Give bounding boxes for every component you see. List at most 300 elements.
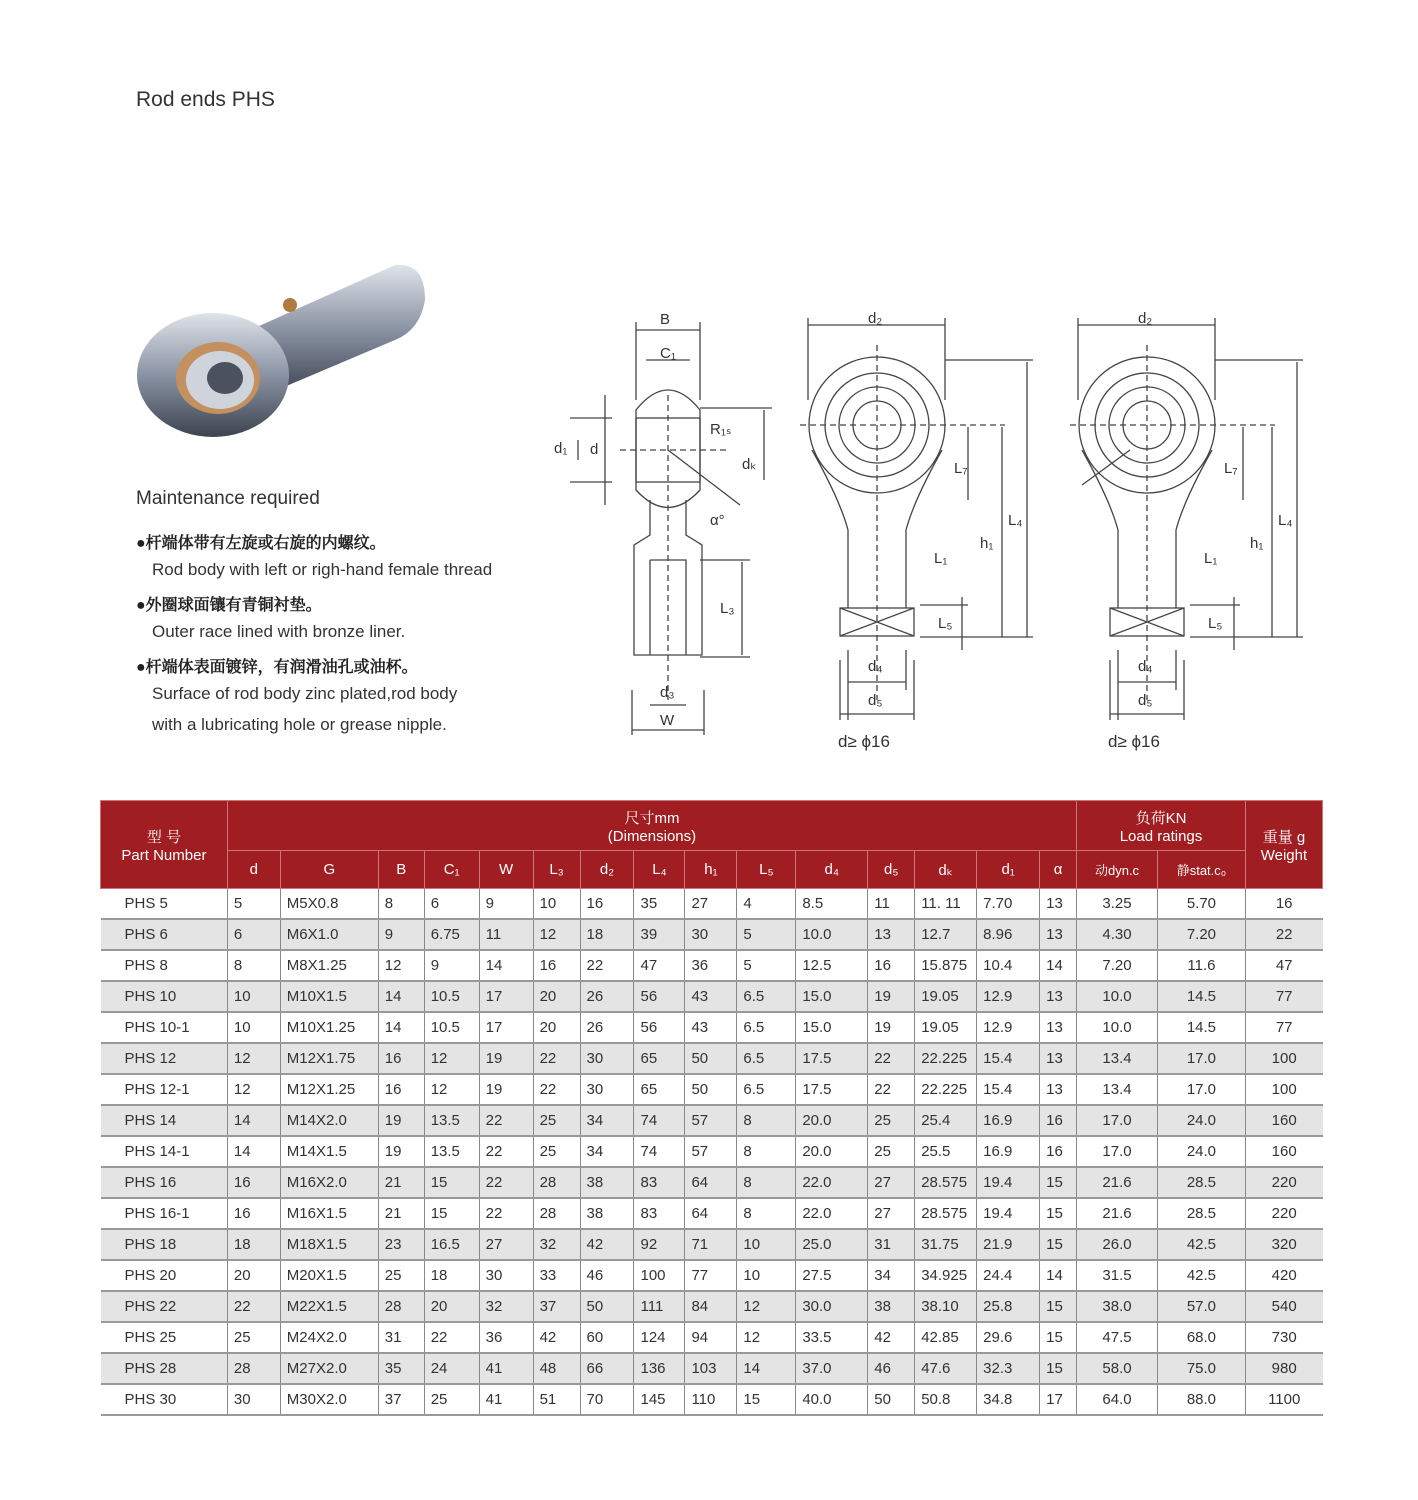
table-cell: 22 xyxy=(1245,919,1322,950)
feature-cn: ●外圈球面镶有青铜衬垫。 xyxy=(136,597,322,614)
table-cell: 10.4 xyxy=(977,950,1040,981)
table-cell: 160 xyxy=(1245,1105,1322,1136)
table-cell: 8.5 xyxy=(796,889,868,920)
table-cell: 42 xyxy=(868,1322,915,1353)
table-cell: 83 xyxy=(634,1167,685,1198)
table-cell: 15 xyxy=(1040,1322,1077,1353)
table-cell: 83 xyxy=(634,1198,685,1229)
table-row xyxy=(101,919,1323,950)
table-cell: 75.0 xyxy=(1157,1353,1245,1384)
table-cell: 136 xyxy=(634,1353,685,1384)
part-number-header: 型 号 Part Number xyxy=(101,801,228,889)
table-cell: 16 xyxy=(1040,1105,1077,1136)
table-cell: 32 xyxy=(533,1229,580,1260)
table-cell: 12.5 xyxy=(796,950,868,981)
table-cell: 11.6 xyxy=(1157,950,1245,981)
table-cell: 14 xyxy=(1040,950,1077,981)
part-number-cell: PHS 14 xyxy=(101,1105,228,1136)
table-cell: 23 xyxy=(378,1229,424,1260)
table-cell: 15 xyxy=(737,1384,796,1415)
table-cell: 13.4 xyxy=(1077,1074,1158,1105)
table-cell: 84 xyxy=(685,1291,737,1322)
table-cell: 51 xyxy=(533,1384,580,1415)
table-cell: M14X1.5 xyxy=(280,1136,378,1167)
dim-label: d₃ xyxy=(660,684,675,701)
part-number-cell: PHS 22 xyxy=(101,1291,228,1322)
table-cell: 43 xyxy=(685,981,737,1012)
table-cell: 60 xyxy=(580,1322,634,1353)
dim-label: L₄ xyxy=(1008,512,1023,529)
table-cell: 980 xyxy=(1245,1353,1322,1384)
table-cell: 124 xyxy=(634,1322,685,1353)
table-row xyxy=(101,1260,1323,1291)
column-header: d₂ xyxy=(580,851,634,889)
table-row xyxy=(101,889,1323,920)
table-cell: 38.10 xyxy=(915,1291,977,1322)
column-header: C₁ xyxy=(424,851,479,889)
table-cell: 25 xyxy=(868,1136,915,1167)
table-cell: 21 xyxy=(378,1167,424,1198)
column-header: L₃ xyxy=(533,851,580,889)
column-header: W xyxy=(479,851,533,889)
part-number-cell: PHS 14-1 xyxy=(101,1136,228,1167)
dim-label: W xyxy=(660,712,675,729)
table-cell: 6 xyxy=(424,889,479,920)
table-cell: 1100 xyxy=(1245,1384,1322,1415)
dim-label: L₇ xyxy=(1224,460,1238,477)
dim-label: B xyxy=(660,311,671,328)
table-cell: 24.0 xyxy=(1157,1136,1245,1167)
table-cell: 19 xyxy=(868,1012,915,1043)
table-cell: 40.0 xyxy=(796,1384,868,1415)
dim-label: L₅ xyxy=(1208,615,1223,632)
table-cell: 21 xyxy=(378,1198,424,1229)
table-cell: 25.5 xyxy=(915,1136,977,1167)
table-cell: 12.9 xyxy=(977,1012,1040,1043)
table-cell: 50.8 xyxy=(915,1384,977,1415)
table-cell: 37 xyxy=(533,1291,580,1322)
table-cell: 27 xyxy=(868,1167,915,1198)
table-cell: 730 xyxy=(1245,1322,1322,1353)
table-cell: M5X0.8 xyxy=(280,889,378,920)
table-cell: 16 xyxy=(533,950,580,981)
dim-label: R₁ₛ xyxy=(710,421,732,438)
column-header: α xyxy=(1040,851,1077,889)
table-cell: 16 xyxy=(1245,889,1322,920)
table-cell: 14 xyxy=(479,950,533,981)
table-cell: 29.6 xyxy=(977,1322,1040,1353)
part-number-cell: PHS 20 xyxy=(101,1260,228,1291)
table-cell: 110 xyxy=(685,1384,737,1415)
table-cell: 22 xyxy=(533,1074,580,1105)
table-cell: 8 xyxy=(737,1198,796,1229)
table-cell: 8 xyxy=(737,1136,796,1167)
feature-cn: ●杆端体表面镀锌，有润滑油孔或油杯。 xyxy=(136,659,418,676)
dim-label: d₁ xyxy=(554,440,568,457)
table-cell: 46 xyxy=(580,1260,634,1291)
table-cell: 19.4 xyxy=(977,1198,1040,1229)
table-row xyxy=(101,1198,1323,1229)
table-cell: 46 xyxy=(868,1353,915,1384)
table-cell: 10 xyxy=(737,1260,796,1291)
table-cell: 65 xyxy=(634,1043,685,1074)
table-cell: M27X2.0 xyxy=(280,1353,378,1384)
table-cell: 71 xyxy=(685,1229,737,1260)
table-cell: 28 xyxy=(533,1198,580,1229)
table-cell: 28.575 xyxy=(915,1167,977,1198)
table-cell: 33.5 xyxy=(796,1322,868,1353)
dim-label: dₖ xyxy=(742,456,757,473)
table-cell: 26 xyxy=(580,981,634,1012)
column-header: 静stat.c₀ xyxy=(1157,851,1245,889)
table-cell: 58.0 xyxy=(1077,1353,1158,1384)
diameter-note: d≥ ϕ16 xyxy=(1108,732,1160,751)
dim-label: C₁ xyxy=(660,345,676,362)
dim-label: h₁ xyxy=(1250,535,1264,552)
table-cell: 47.5 xyxy=(1077,1322,1158,1353)
table-cell: 14 xyxy=(227,1136,280,1167)
table-row xyxy=(101,1229,1323,1260)
table-cell: 18 xyxy=(580,919,634,950)
table-cell: 12 xyxy=(227,1043,280,1074)
table-cell: 10.0 xyxy=(1077,981,1158,1012)
feature-en: Rod body with left or righ-hand female thread xyxy=(152,560,493,579)
table-cell: 160 xyxy=(1245,1136,1322,1167)
table-cell: M20X1.5 xyxy=(280,1260,378,1291)
part-number-cell: PHS 25 xyxy=(101,1322,228,1353)
table-cell: 220 xyxy=(1245,1198,1322,1229)
table-cell: M18X1.5 xyxy=(280,1229,378,1260)
table-cell: M16X1.5 xyxy=(280,1198,378,1229)
table-cell: 22.0 xyxy=(796,1167,868,1198)
part-number-cell: PHS 6 xyxy=(101,919,228,950)
table-cell: 14 xyxy=(378,981,424,1012)
table-cell: M30X2.0 xyxy=(280,1384,378,1415)
table-cell: 22 xyxy=(479,1198,533,1229)
column-header: d₅ xyxy=(868,851,915,889)
table-cell: 35 xyxy=(634,889,685,920)
table-cell: 41 xyxy=(479,1353,533,1384)
table-cell: 47 xyxy=(634,950,685,981)
table-cell: 22 xyxy=(533,1043,580,1074)
table-cell: 3.25 xyxy=(1077,889,1158,920)
table-cell: 14.5 xyxy=(1157,981,1245,1012)
table-cell: 19 xyxy=(479,1043,533,1074)
table-cell: 13 xyxy=(1040,981,1077,1012)
table-cell: 8 xyxy=(737,1167,796,1198)
table-row xyxy=(101,1384,1323,1415)
table-cell: 16 xyxy=(868,950,915,981)
table-cell: 12 xyxy=(737,1322,796,1353)
table-cell: 42.85 xyxy=(915,1322,977,1353)
front-view-drawing-nipple xyxy=(1070,318,1303,720)
table-cell: 17.5 xyxy=(796,1043,868,1074)
table-cell: M22X1.5 xyxy=(280,1291,378,1322)
table-cell: 8.96 xyxy=(977,919,1040,950)
diameter-note: d≥ ϕ16 xyxy=(838,732,890,751)
table-cell: 13 xyxy=(1040,1043,1077,1074)
part-number-cell: PHS 16 xyxy=(101,1167,228,1198)
table-cell: 15 xyxy=(424,1167,479,1198)
table-cell: 38 xyxy=(868,1291,915,1322)
part-number-cell: PHS 28 xyxy=(101,1353,228,1384)
table-cell: 5 xyxy=(227,889,280,920)
table-row xyxy=(101,950,1323,981)
table-cell: 42 xyxy=(580,1229,634,1260)
table-cell: 70 xyxy=(580,1384,634,1415)
table-cell: 420 xyxy=(1245,1260,1322,1291)
table-cell: 14.5 xyxy=(1157,1012,1245,1043)
table-cell: M10X1.5 xyxy=(280,981,378,1012)
table-cell: 16.5 xyxy=(424,1229,479,1260)
table-cell: 12.9 xyxy=(977,981,1040,1012)
table-cell: 100 xyxy=(1245,1074,1322,1105)
front-view-drawing xyxy=(800,318,1033,720)
table-cell: 22 xyxy=(868,1074,915,1105)
table-cell: 27 xyxy=(479,1229,533,1260)
feature-en: Surface of rod body zinc plated,rod body xyxy=(152,684,458,703)
dim-label: L₃ xyxy=(720,600,735,617)
table-cell: 31.75 xyxy=(915,1229,977,1260)
table-cell: 32.3 xyxy=(977,1353,1040,1384)
table-cell: 27 xyxy=(868,1198,915,1229)
column-header: 动dyn.c xyxy=(1077,851,1158,889)
table-cell: 14 xyxy=(227,1105,280,1136)
table-cell: 6.75 xyxy=(424,919,479,950)
table-cell: 13.5 xyxy=(424,1105,479,1136)
table-cell: 17.0 xyxy=(1077,1105,1158,1136)
table-row xyxy=(101,1291,1323,1322)
table-cell: 36 xyxy=(479,1322,533,1353)
table-cell: 19 xyxy=(378,1136,424,1167)
page-title: Rod ends PHS xyxy=(136,88,275,111)
table-cell: 37 xyxy=(378,1384,424,1415)
table-cell: 22 xyxy=(227,1291,280,1322)
table-cell: 15.0 xyxy=(796,1012,868,1043)
table-cell: 33 xyxy=(533,1260,580,1291)
table-cell: 6.5 xyxy=(737,1043,796,1074)
table-cell: 11. 11 xyxy=(915,889,977,920)
table-cell: 28.575 xyxy=(915,1198,977,1229)
table-cell: 6.5 xyxy=(737,1012,796,1043)
table-cell: 26.0 xyxy=(1077,1229,1158,1260)
table-cell: 14 xyxy=(737,1353,796,1384)
table-cell: 15 xyxy=(424,1198,479,1229)
part-number-cell: PHS 18 xyxy=(101,1229,228,1260)
table-cell: 21.9 xyxy=(977,1229,1040,1260)
table-cell: 64.0 xyxy=(1077,1384,1158,1415)
table-row xyxy=(101,1353,1323,1384)
part-number-cell: PHS 10-1 xyxy=(101,1012,228,1043)
table-cell: 17.0 xyxy=(1077,1136,1158,1167)
table-cell: 8 xyxy=(737,1105,796,1136)
table-cell: 13.4 xyxy=(1077,1043,1158,1074)
table-cell: 92 xyxy=(634,1229,685,1260)
table-cell: 13 xyxy=(1040,1012,1077,1043)
table-cell: 57 xyxy=(685,1136,737,1167)
table-cell: 15 xyxy=(1040,1291,1077,1322)
column-header: L₄ xyxy=(634,851,685,889)
table-cell: 56 xyxy=(634,981,685,1012)
table-cell: 16 xyxy=(580,889,634,920)
maintenance-heading: Maintenance required xyxy=(136,488,320,509)
table-cell: 19.05 xyxy=(915,981,977,1012)
table-cell: 34 xyxy=(868,1260,915,1291)
table-cell: 10.0 xyxy=(796,919,868,950)
part-number-cell: PHS 8 xyxy=(101,950,228,981)
table-cell: 12 xyxy=(737,1291,796,1322)
table-cell: 15.0 xyxy=(796,981,868,1012)
table-cell: 30 xyxy=(685,919,737,950)
table-cell: 7.20 xyxy=(1077,950,1158,981)
table-cell: 37.0 xyxy=(796,1353,868,1384)
table-cell: 30 xyxy=(580,1043,634,1074)
dim-label: h₁ xyxy=(980,535,994,552)
table-cell: M14X2.0 xyxy=(280,1105,378,1136)
table-cell: 31 xyxy=(868,1229,915,1260)
part-number-cell: PHS 5 xyxy=(101,889,228,920)
table-cell: 25 xyxy=(868,1105,915,1136)
table-cell: 16.9 xyxy=(977,1136,1040,1167)
table-cell: 100 xyxy=(1245,1043,1322,1074)
table-cell: 30 xyxy=(479,1260,533,1291)
table-cell: 11 xyxy=(868,889,915,920)
table-cell: 20 xyxy=(533,981,580,1012)
table-cell: 74 xyxy=(634,1136,685,1167)
table-row xyxy=(101,1043,1323,1074)
table-cell: 16 xyxy=(378,1074,424,1105)
table-row xyxy=(101,1074,1323,1105)
table-cell: M12X1.75 xyxy=(280,1043,378,1074)
table-cell: 10 xyxy=(533,889,580,920)
table-cell: M10X1.25 xyxy=(280,1012,378,1043)
table-cell: 10 xyxy=(227,981,280,1012)
table-cell: 34 xyxy=(580,1105,634,1136)
table-cell: 13 xyxy=(1040,919,1077,950)
table-cell: 65 xyxy=(634,1074,685,1105)
table-cell: 25.0 xyxy=(796,1229,868,1260)
table-cell: 25 xyxy=(227,1322,280,1353)
table-cell: 22.0 xyxy=(796,1198,868,1229)
table-cell: 77 xyxy=(685,1260,737,1291)
table-cell: 15.4 xyxy=(977,1043,1040,1074)
table-cell: 16 xyxy=(227,1198,280,1229)
table-cell: 6.5 xyxy=(737,1074,796,1105)
table-cell: 17.0 xyxy=(1157,1074,1245,1105)
table-cell: 17.5 xyxy=(796,1074,868,1105)
table-cell: 30.0 xyxy=(796,1291,868,1322)
part-number-cell: PHS 12-1 xyxy=(101,1074,228,1105)
table-cell: 14 xyxy=(378,1012,424,1043)
table-cell: 94 xyxy=(685,1322,737,1353)
table-cell: 32 xyxy=(479,1291,533,1322)
table-cell: 25 xyxy=(533,1136,580,1167)
table-cell: 20 xyxy=(227,1260,280,1291)
table-cell: 31.5 xyxy=(1077,1260,1158,1291)
load-ratings-header: 负荷KN Load ratings xyxy=(1077,801,1246,851)
table-cell: 22 xyxy=(424,1322,479,1353)
table-cell: 15.4 xyxy=(977,1074,1040,1105)
table-cell: 25.4 xyxy=(915,1105,977,1136)
table-cell: 64 xyxy=(685,1198,737,1229)
table-cell: 111 xyxy=(634,1291,685,1322)
table-row xyxy=(101,1105,1323,1136)
table-cell: 320 xyxy=(1245,1229,1322,1260)
column-header: h₁ xyxy=(685,851,737,889)
table-cell: 540 xyxy=(1245,1291,1322,1322)
part-number-cell: PHS 10 xyxy=(101,981,228,1012)
table-cell: 10 xyxy=(737,1229,796,1260)
dim-label: L₁ xyxy=(1204,550,1218,567)
table-cell: 19.4 xyxy=(977,1167,1040,1198)
feature-en: Outer race lined with bronze liner. xyxy=(152,622,406,641)
table-cell: 12 xyxy=(378,950,424,981)
table-cell: 13 xyxy=(1040,889,1077,920)
table-cell: M12X1.25 xyxy=(280,1074,378,1105)
table-cell: 30 xyxy=(227,1384,280,1415)
table-cell: 28 xyxy=(227,1353,280,1384)
weight-header: 重量 g Weight xyxy=(1245,801,1322,889)
table-cell: 25 xyxy=(424,1384,479,1415)
table-cell: 34.925 xyxy=(915,1260,977,1291)
table-cell: 38 xyxy=(580,1198,634,1229)
table-cell: 22 xyxy=(868,1043,915,1074)
table-cell: 68.0 xyxy=(1157,1322,1245,1353)
table-cell: 10.5 xyxy=(424,1012,479,1043)
table-cell: 42.5 xyxy=(1157,1229,1245,1260)
table-cell: 13 xyxy=(1040,1074,1077,1105)
table-cell: 12 xyxy=(424,1043,479,1074)
table-cell: 220 xyxy=(1245,1167,1322,1198)
table-cell: M6X1.0 xyxy=(280,919,378,950)
table-cell: 13.5 xyxy=(424,1136,479,1167)
table-cell: 24 xyxy=(424,1353,479,1384)
table-cell: 17 xyxy=(479,1012,533,1043)
table-cell: 10 xyxy=(227,1012,280,1043)
table-cell: 47 xyxy=(1245,950,1322,981)
table-row xyxy=(101,1136,1323,1167)
dim-label: L₁ xyxy=(934,550,948,567)
table-cell: 17 xyxy=(479,981,533,1012)
table-cell: 27 xyxy=(685,889,737,920)
table-cell: M8X1.25 xyxy=(280,950,378,981)
dim-label: α° xyxy=(710,512,725,529)
dim-label: d₄ xyxy=(1138,658,1153,675)
table-cell: 22.225 xyxy=(915,1043,977,1074)
feature-cn: ●杆端体带有左旋或右旋的内螺纹。 xyxy=(136,535,386,552)
table-cell: 21.6 xyxy=(1077,1198,1158,1229)
table-cell: 30 xyxy=(580,1074,634,1105)
table-cell: 16 xyxy=(1040,1136,1077,1167)
table-cell: 20 xyxy=(424,1291,479,1322)
table-cell: 38.0 xyxy=(1077,1291,1158,1322)
table-cell: 28 xyxy=(533,1167,580,1198)
part-number-cell: PHS 12 xyxy=(101,1043,228,1074)
table-row xyxy=(101,1012,1323,1043)
table-cell: 103 xyxy=(685,1353,737,1384)
table-cell: 20.0 xyxy=(796,1105,868,1136)
table-cell: 15 xyxy=(1040,1167,1077,1198)
table-cell: 22 xyxy=(580,950,634,981)
table-cell: 50 xyxy=(685,1043,737,1074)
table-cell: 5 xyxy=(737,919,796,950)
dim-label: d xyxy=(590,441,599,458)
table-cell: 15.875 xyxy=(915,950,977,981)
spec-table xyxy=(100,800,1323,1416)
table-cell: 8 xyxy=(227,950,280,981)
table-cell: 20 xyxy=(533,1012,580,1043)
table-cell: 38 xyxy=(580,1167,634,1198)
